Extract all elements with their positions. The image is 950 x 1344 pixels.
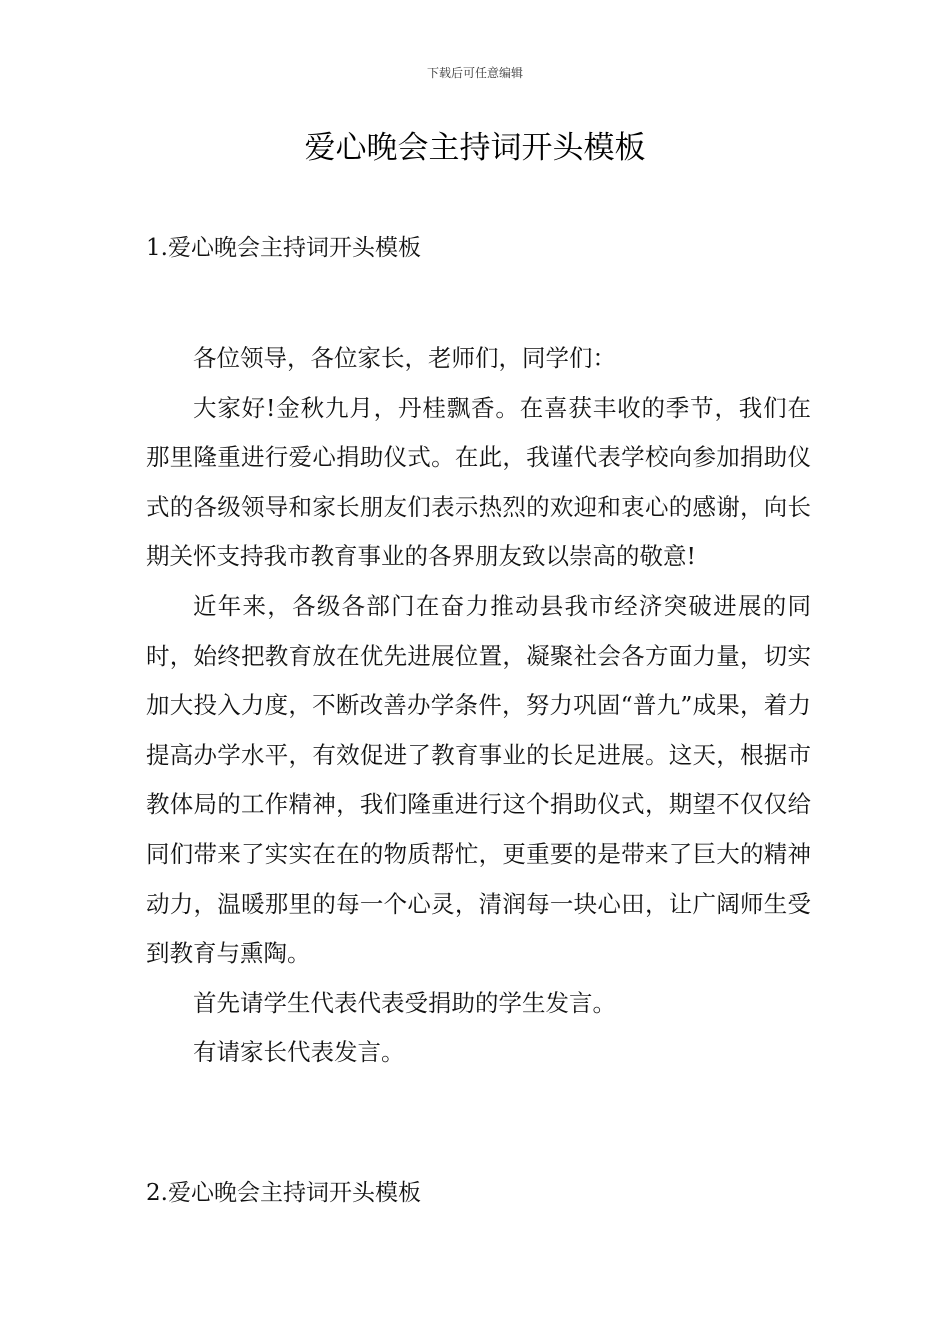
paragraph-progress: 近年来，各级各部门在奋力推动县我市经济突破进展的同时，始终把教育放在优先进展位置，凝聚社会各方面力量，切实加大投入力度，不断改善办学条件，努力巩固“普九”成果，着力提高办学水平，有效促进了教育事业的长足进展。这天，根据市教体局的工作精神，我们隆重进行这个捐助仪式，期望不仅仅给同们带来了实实在在的物质帮忙，更重要的是带来了巨大的精神动力，温暖那里的每一个心灵，清润每一块心田，让广阔师生受到教育与熏陶。 xyxy=(146,591,811,968)
section-1-body xyxy=(146,334,811,1078)
section-2-heading: 2.爱心晚会主持词开头模板 xyxy=(146,1180,421,1206)
section-1-heading: 1.爱心晚会主持词开头模板 xyxy=(146,235,421,261)
paragraph-parent-speech: 有请家长代表发言。 xyxy=(193,1038,405,1067)
paragraph-greeting: 大家好!金秋九月，丹桂飘香。在喜获丰收的季节，我们在那里隆重进行爱心捐助仪式。在此，我谨代表学校向参加捐助仪式的各级领导和家长朋友们表示热烈的欢迎和衷心的感谢，向长期关怀支持我市教育事业的各界朋友致以崇高的敬意! xyxy=(146,393,811,571)
paragraph-salutation: 各位领导，各位家长，老师们，同学们： xyxy=(193,344,616,372)
paragraph-student-speech: 首先请学生代表代表受捐助的学生发言。 xyxy=(193,988,616,1017)
document-title: 爱心晚会主持词开头模板 xyxy=(304,130,646,166)
header-note: 下载后可任意编辑 xyxy=(426,66,523,80)
